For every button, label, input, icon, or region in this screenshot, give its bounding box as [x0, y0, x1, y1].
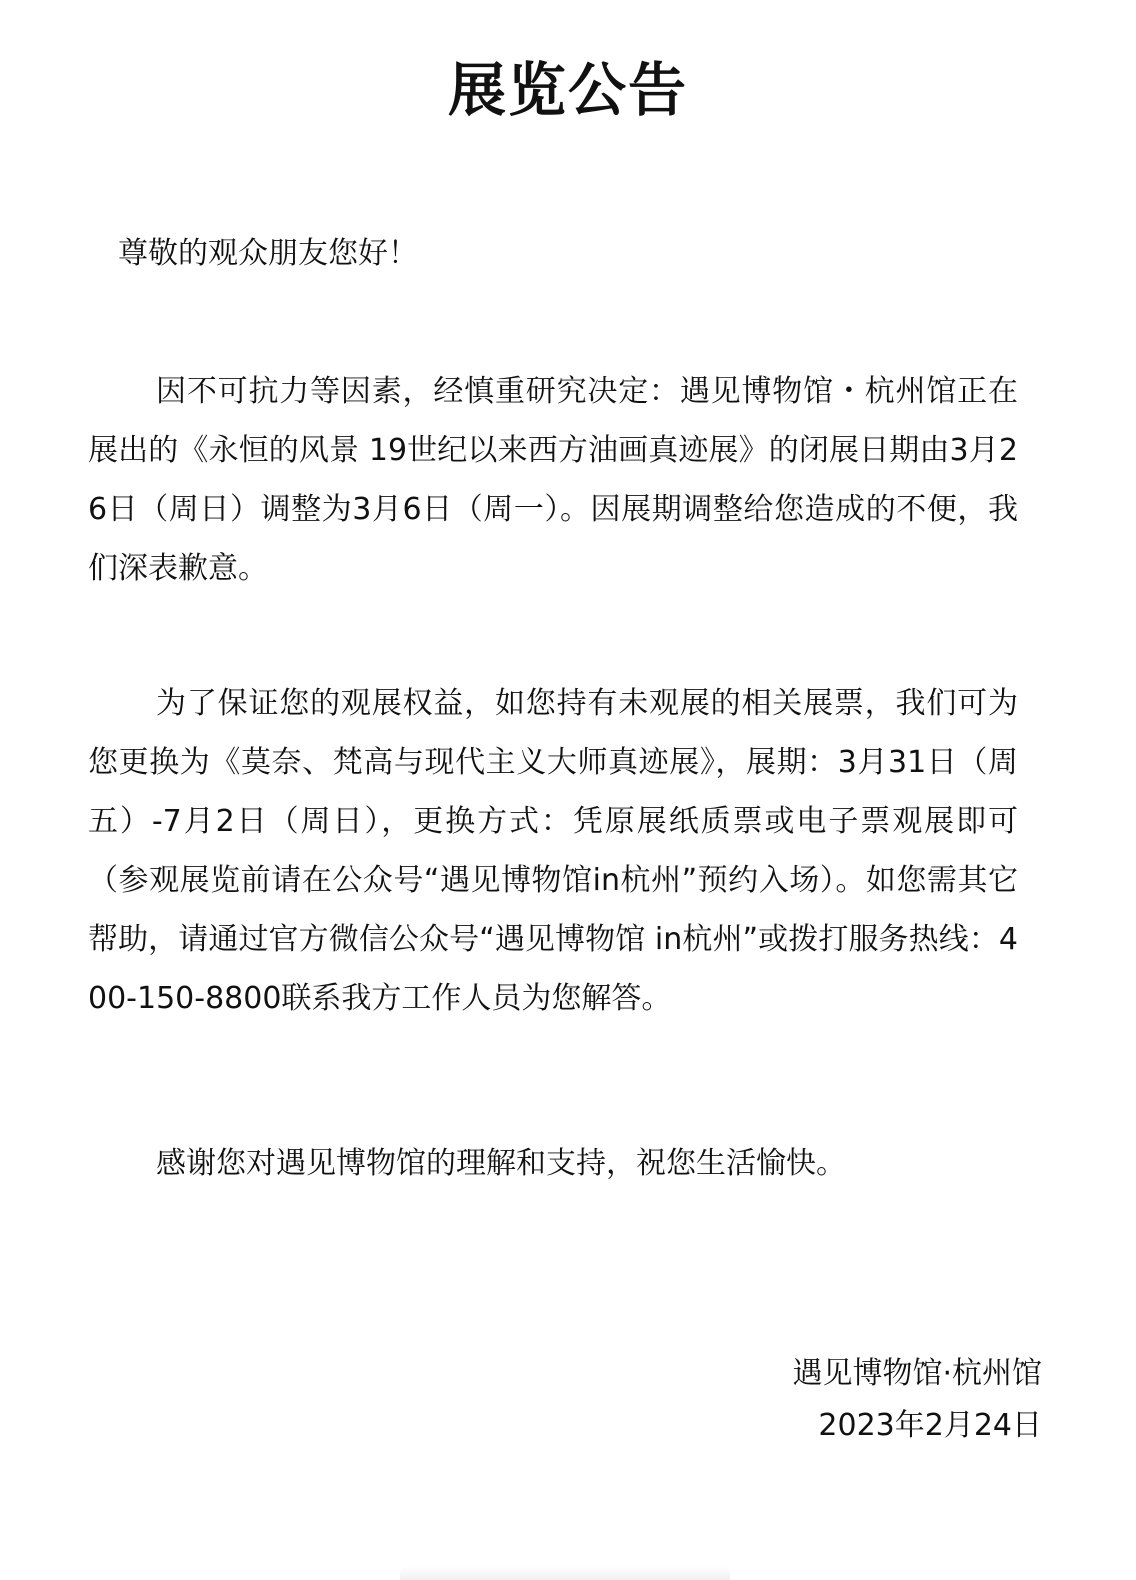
greeting-text: 尊敬的观众朋友您好！ — [118, 236, 418, 271]
paragraph-thanks: 感谢您对遇见博物馆的理解和支持，祝您生活愉快。 — [156, 1146, 846, 1181]
paragraph-ticket-exchange: 为了保证您的观展权益，如您持有未观展的相关展票，我们可为您更换为《莫奈、梵高与现代主义大师真迹展》，展期：3月31日（周五）-7月2日（周日），更换方式：凭原展纸质票或电子票观展即可（参观展览前请在公众号“遇见博物馆in杭州”预约入场）。如您需其它帮助，请通过官方微信公众号“遇见博物馆 in杭州”或拨打服务热线：400-150-8800联系我方工作人员为您解答。 — [88, 686, 1018, 1016]
signature-date: 2023年2月24日 — [818, 1408, 1042, 1443]
page-title: 展览公告 — [447, 56, 688, 124]
signature-block — [792, 1348, 1042, 1452]
paragraph-closing-date-change: 因不可抗力等因素，经慎重研究决定：遇见博物馆・杭州馆正在展出的《永恒的风景 19世纪以来西方油画真迹展》的闭展日期由3月26日（周日）调整为3月6日（周一）。因展期调整给您造成的不便，我们深表歉意。 — [88, 374, 1018, 586]
signature-organization: 遇见博物馆·杭州馆 — [792, 1356, 1042, 1391]
bottom-edge-shadow — [400, 1566, 730, 1580]
